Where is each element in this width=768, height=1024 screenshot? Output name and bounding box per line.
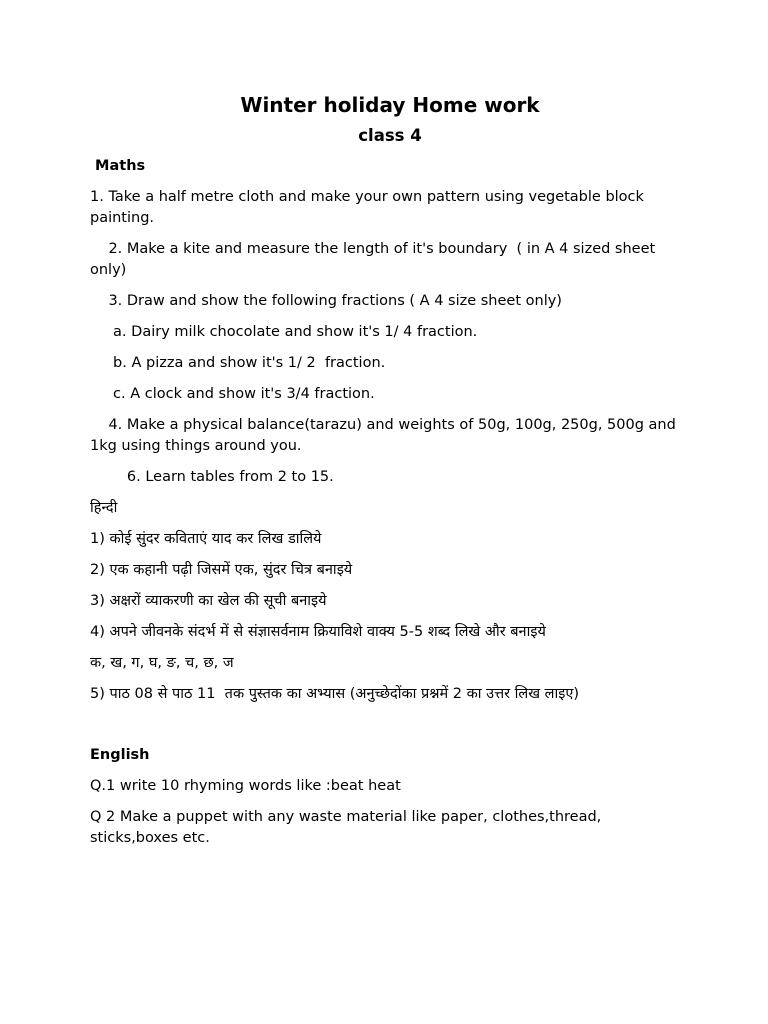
maths-item-3a: a. Dairy milk chocolate and show it's 1/ 4 fraction. bbox=[90, 324, 478, 340]
maths-heading: Maths bbox=[90, 158, 146, 174]
hindi-heading: हिन्दी bbox=[90, 500, 118, 516]
maths-item-1: 1. Take a half metre cloth and make your own pattern using vegetable block painting. bbox=[90, 189, 649, 226]
hindi-letters: क, ख, ग, घ, ङ, च, छ, ज bbox=[90, 655, 234, 671]
maths-item-4: 4. Make a physical balance(tarazu) and weights of 50g, 100g, 250g, 500g and 1kg using things around you. bbox=[90, 417, 681, 454]
maths-item-2: 2. Make a kite and measure the length of it's boundary ( in A 4 sized sheet only) bbox=[90, 241, 660, 278]
maths-item-3: 3. Draw and show the following fractions ( A 4 size sheet only) bbox=[90, 293, 562, 309]
hindi-item-2: 2) एक कहानी पढ़ी जिसमें एक, सुंदर चित्र बनाइये bbox=[90, 562, 353, 578]
hindi-item-5: 5) पाठ 08 से पाठ 11 तक पुस्तक का अभ्यास (अनुच्छेदोंका प्रश्नमें 2 का उत्तर लिख लाइए) bbox=[90, 686, 580, 702]
document-page bbox=[90, 92, 690, 859]
maths-item-3c: c. A clock and show it's 3/4 fraction. bbox=[90, 386, 375, 402]
hindi-item-4: 4) अपने जीवनके संदर्भ में से संज्ञासर्वनाम क्रियाविशे वाक्य 5-5 शब्द लिखे और बनाइये bbox=[90, 624, 546, 640]
maths-item-3b: b. A pizza and show it's 1/ 2 fraction. bbox=[90, 355, 386, 371]
maths-item-6: 6. Learn tables from 2 to 15. bbox=[90, 469, 334, 485]
hindi-item-1: 1) कोई सुंदर कविताएं याद कर लिख डालिये bbox=[90, 531, 322, 547]
english-item-1: Q.1 write 10 rhyming words like :beat heat bbox=[90, 778, 401, 794]
hindi-item-3: 3) अक्षरों व्याकरणी का खेल की सूची बनाइये bbox=[90, 593, 327, 609]
english-item-2: Q 2 Make a puppet with any waste material like paper, clothes,thread, sticks,boxes etc. bbox=[90, 809, 606, 846]
section-spacer bbox=[90, 715, 690, 745]
document-title: Winter holiday Home work bbox=[240, 93, 540, 117]
document-subtitle: class 4 bbox=[358, 126, 422, 145]
english-heading: English bbox=[90, 747, 150, 763]
